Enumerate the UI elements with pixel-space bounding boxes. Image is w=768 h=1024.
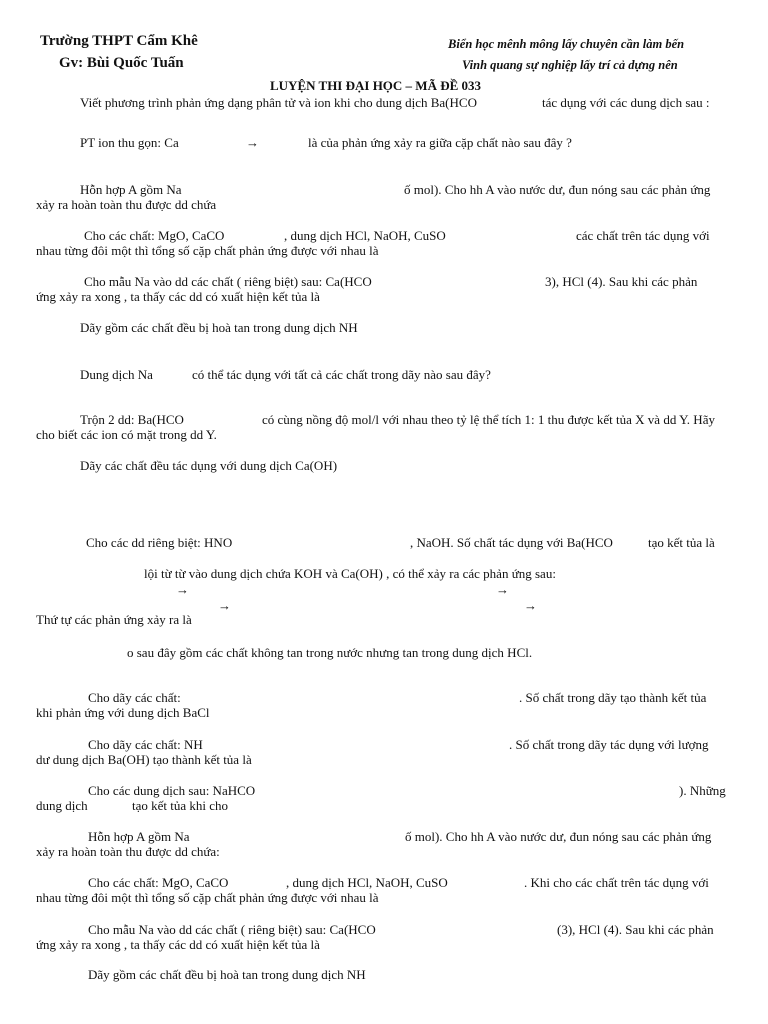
q4-text-cont: nhau từng đôi một thì tổng số cặp chất phản ứng được với nhau là [36,243,379,258]
q9-text: Dãy các chất đều tác dụng với dung dịch Ca(OH) [80,458,338,473]
q8-text-end: có cùng nồng độ mol/l với nhau theo tỷ lệ thể tích 1: 1 thu được kết tủa X và dd Y. Hãy [262,412,715,427]
q3-text-mid: ố mol). Cho hh A vào nước dư, đun nóng sau các phản ứng [404,182,711,197]
motto-line-2: Vinh quang sự nghiệp lấy trí cả dựng nên [462,58,678,72]
q10-text-mid: , NaOH. Số chất tác dụng với Ba(HCO [410,535,613,550]
q16-text-cont: xảy ra hoàn toàn thu được dd chứa: [36,844,220,859]
q8-text-cont: cho biết các ion có mặt trong dd Y. [36,427,217,442]
q4-text-end: các chất trên tác dụng với [576,228,710,243]
q15-text-cont-end: tạo kết tủa khi cho [132,798,229,813]
q15-text-end: ). Những [679,783,726,798]
q11-text-cont: Thứ tự các phản ứng xảy ra là [36,612,192,627]
q16-text: Hỗn hợp A gồm Na [88,829,190,844]
q2-text-end: là của phản ứng xảy ra giữa cặp chất nào sau đây ? [308,135,572,150]
q1-text-end: tác dụng với các dung dịch sau : [542,95,710,110]
q5-text-cont: ứng xảy ra xong , ta thấy các dd có xuất hiện kết tủa là [36,289,320,304]
q3-text-cont: xảy ra hoàn toàn thu được dd chứa [36,197,217,212]
q13-text-end: . Số chất trong dãy tạo thành kết tủa [519,690,707,705]
q11-arrow-1: → [176,582,189,597]
school-name: Trường THPT Cẩm Khê [40,33,198,49]
q6-text: Dãy gồm các chất đều bị hoà tan trong dung dịch NH [80,320,358,335]
q18-text-cont: ứng xảy ra xong , ta thấy các dd có xuất hiện kết tủa là [36,937,320,952]
q4-text: Cho các chất: MgO, CaCO [84,228,225,243]
q17-text-mid: , dung dịch HCl, NaOH, CuSO [286,875,448,890]
q10-text: Cho các dd riêng biệt: HNO [86,535,233,550]
q11-arrow-3: → [218,598,231,613]
q14-text: Cho dãy các chất: NH [88,737,203,752]
q11-arrow-2: → [496,582,509,597]
q5-text-end: 3), HCl (4). Sau khi các phản [545,274,698,289]
q5-text: Cho mẫu Na vào dd các chất ( riêng biệt) sau: Ca(HCO [84,274,372,289]
q7-text: Dung dịch Na [80,367,153,382]
q17-text: Cho các chất: MgO, CaCO [88,875,229,890]
q8-text: Trộn 2 dd: Ba(HCO [80,412,184,427]
q17-text-end: . Khi cho các chất trên tác dụng với [524,875,709,890]
q14-text-cont: dư dung dịch Ba(OH) tạo thành kết tủa là [36,752,252,767]
q7-text-end: có thể tác dụng với tất cả các chất trong dãy nào sau đây? [192,367,491,382]
teacher-name: Gv: Bùi Quốc Tuấn [59,55,184,71]
q19-text: Dãy gồm các chất đều bị hoà tan trong dung dịch NH [88,967,366,982]
q18-text-end: (3), HCl (4). Sau khi các phản [557,922,714,937]
q2-arrow: → [246,135,259,150]
q11-text: lội từ từ vào dung dịch chứa KOH và Ca(OH) , có thể xảy ra các phản ứng sau: [144,566,556,581]
q13-text: Cho dãy các chất: [88,690,181,705]
q2-text: PT ion thu gọn: Ca [80,135,179,150]
q17-text-cont: nhau từng đôi một thì tổng số cặp chất phản ứng được với nhau là [36,890,379,905]
q3-text: Hỗn hợp A gồm Na [80,182,182,197]
q10-text-end: tạo kết tủa là [648,535,715,550]
q14-text-end: . Số chất trong dãy tác dụng với lượng [509,737,709,752]
q1-text: Viết phương trình phản ứng dạng phân tử và ion khi cho dung dịch Ba(HCO [80,95,477,110]
motto-line-1: Biển học mênh mông lấy chuyên cần làm bến [448,37,685,51]
exam-title: LUYỆN THI ĐẠI HỌC – MÃ ĐỀ 033 [270,78,482,93]
q12-text: o sau đây gồm các chất không tan trong nước nhưng tan trong dung dịch HCl. [127,645,533,660]
q11-arrow-4: → [524,598,537,613]
q18-text: Cho mẫu Na vào dd các chất ( riêng biệt) sau: Ca(HCO [88,922,376,937]
q13-text-cont: khi phản ứng với dung dịch BaCl [36,705,210,720]
q15-text: Cho các dung dịch sau: NaHCO [88,783,256,798]
q4-text-mid: , dung dịch HCl, NaOH, CuSO [284,228,446,243]
q16-text-mid: ố mol). Cho hh A vào nước dư, đun nóng sau các phản ứng [405,829,712,844]
q15-text-cont: dung dịch [36,798,88,813]
